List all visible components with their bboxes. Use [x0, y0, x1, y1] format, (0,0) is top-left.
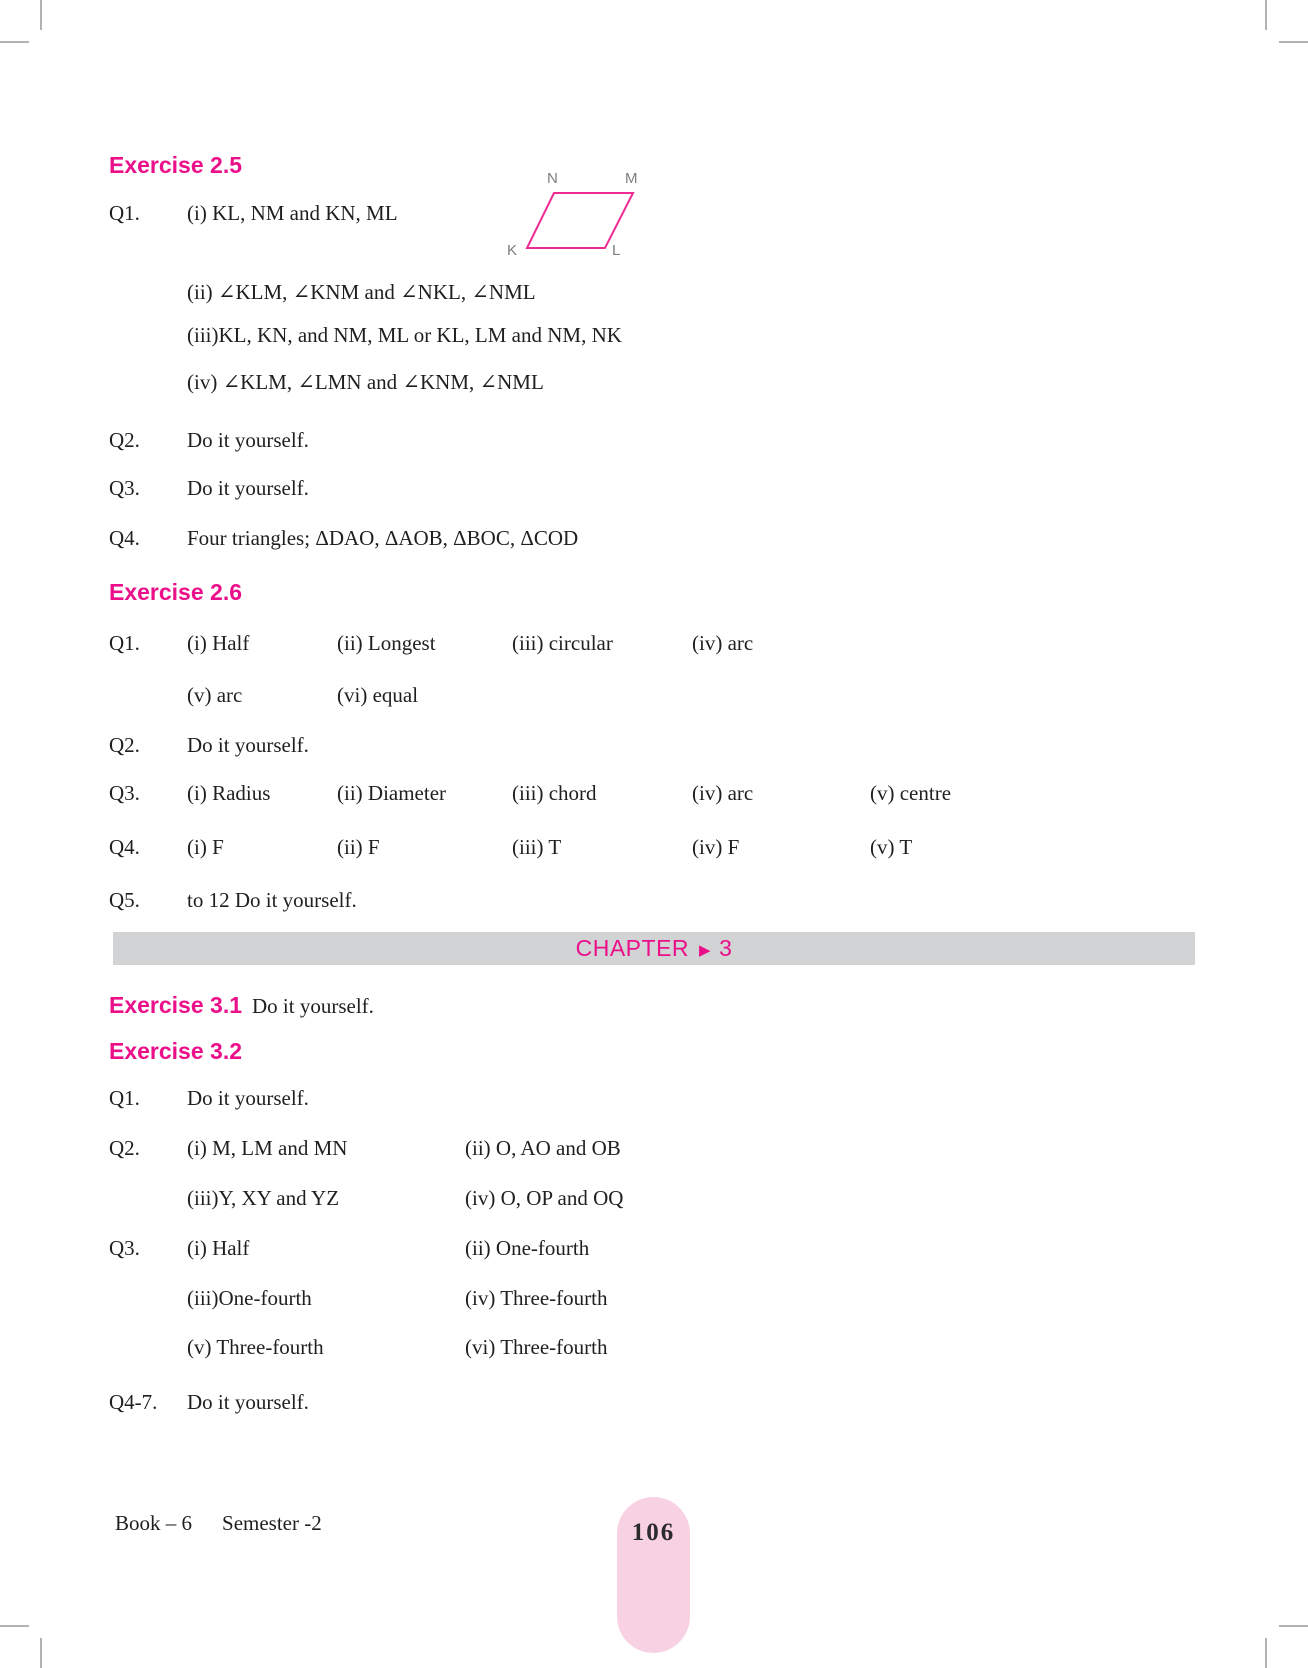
answer-part: (i) Half — [187, 631, 250, 655]
question-label: Q4. — [109, 526, 140, 550]
answer-row-q3 — [109, 1236, 1208, 1260]
answer-row-q1-line2 — [109, 683, 1208, 707]
answer-row-q2 — [109, 733, 1208, 757]
answer-row-q3 — [109, 476, 1208, 500]
answer-row-q3-line3 — [109, 1335, 1208, 1359]
answer-text: (iv) ∠KLM, ∠LMN and ∠KNM, ∠NML — [187, 370, 544, 394]
exercise-2-5-title: Exercise 2.5 — [109, 152, 243, 178]
answer-text: Do it yourself. — [187, 733, 309, 757]
vertex-label-l: L — [612, 242, 621, 259]
question-label: Q3. — [109, 1236, 140, 1260]
crop-mark-top-right-h — [1279, 41, 1308, 43]
footer-book-label: Book – 6 — [115, 1511, 193, 1535]
answer-part: (iv) arc — [692, 631, 754, 655]
page-number: 106 — [631, 1519, 676, 1546]
question-label: Q4. — [109, 835, 140, 859]
answer-part: (iv) Three-fourth — [465, 1286, 608, 1310]
parallelogram-klmn-diagram — [485, 155, 655, 260]
answer-row-q4 — [109, 526, 1208, 550]
answer-row-q1 — [109, 631, 1208, 655]
chapter-banner-label: CHAPTER — [575, 935, 690, 961]
answer-text: Do it yourself. — [252, 994, 374, 1018]
vertex-label-m: M — [625, 170, 638, 187]
question-label: Q3. — [109, 476, 140, 500]
answer-part: (i) Half — [187, 1236, 250, 1260]
answer-row-q1-iii — [109, 323, 1208, 347]
question-label: Q4-7. — [109, 1390, 158, 1414]
exercise-3-2-title: Exercise 3.2 — [109, 1038, 243, 1064]
answer-row-q1-iv — [109, 370, 1208, 394]
answer-row-q3-line2 — [109, 1286, 1208, 1310]
answer-part: (v) Three-fourth — [187, 1335, 324, 1359]
answer-part: (vi) Three-fourth — [465, 1335, 608, 1359]
answer-part: (vi) equal — [337, 683, 419, 707]
chapter-3-banner — [113, 932, 1195, 965]
answer-row-q1 — [109, 1086, 1208, 1110]
crop-mark-top-left-h — [0, 41, 29, 43]
answer-text: (i) KL, NM and KN, ML — [187, 201, 398, 225]
answer-row-q1 — [109, 201, 1208, 225]
crop-mark-bottom-right-v — [1265, 1638, 1267, 1668]
answer-text: to 12 Do it yourself. — [187, 888, 357, 912]
answer-text: Do it yourself. — [187, 1086, 309, 1110]
chapter-banner-number: 3 — [719, 935, 733, 961]
answer-part: (ii) One-fourth — [465, 1236, 590, 1260]
answer-part: (iii) T — [512, 835, 562, 859]
question-label: Q2. — [109, 428, 140, 452]
answer-part: (ii) O, AO and OB — [465, 1136, 621, 1160]
answer-text: Do it yourself. — [187, 1390, 309, 1414]
vertex-label-k: K — [507, 242, 518, 259]
right-triangle-icon: ▶ — [699, 941, 712, 959]
answer-row-q1-ii — [109, 280, 1208, 304]
crop-mark-top-left-v — [40, 0, 42, 30]
exercise-3-1-row — [109, 992, 374, 1019]
answer-row-q2-line2 — [109, 1186, 1208, 1210]
crop-mark-bottom-right-h — [1279, 1625, 1308, 1627]
answer-row-q4-7 — [109, 1390, 1208, 1414]
answer-row-q4 — [109, 835, 1208, 859]
exercise-2-6-title: Exercise 2.6 — [109, 579, 243, 605]
answer-part: (v) centre — [870, 781, 952, 805]
answer-text: (ii) ∠KLM, ∠KNM and ∠NKL, ∠NML — [187, 280, 536, 304]
answer-part: (iii) chord — [512, 781, 597, 805]
answer-part: (iv) arc — [692, 781, 754, 805]
answer-text: Do it yourself. — [187, 428, 309, 452]
answer-text: Four triangles; ΔDAO, ΔAOB, ΔBOC, ΔCOD — [187, 526, 579, 550]
answer-row-q3 — [109, 781, 1208, 805]
answer-part: (iii)Y, XY and YZ — [187, 1186, 340, 1210]
answer-text: (iii)KL, KN, and NM, ML or KL, LM and NM, NK — [187, 323, 622, 347]
answer-part: (ii) Longest — [337, 631, 436, 655]
question-label: Q1. — [109, 631, 140, 655]
question-label: Q1. — [109, 201, 140, 225]
exercise-3-1-title: Exercise 3.1 — [109, 992, 243, 1018]
answer-part: (i) Radius — [187, 781, 271, 805]
answer-part: (iii)One-fourth — [187, 1286, 312, 1310]
footer-semester-label: Semester -2 — [222, 1511, 322, 1535]
question-label: Q3. — [109, 781, 140, 805]
answer-part: (ii) F — [337, 835, 380, 859]
answer-row-q2 — [109, 428, 1208, 452]
question-label: Q5. — [109, 888, 140, 912]
answer-part: (ii) Diameter — [337, 781, 447, 805]
answer-part: (i) F — [187, 835, 224, 859]
answer-row-q2 — [109, 1136, 1208, 1160]
answer-part: (iv) F — [692, 835, 740, 859]
answer-part: (v) arc — [187, 683, 243, 707]
crop-mark-top-right-v — [1265, 0, 1267, 30]
vertex-label-n: N — [547, 170, 558, 187]
page-number-pill — [617, 1497, 690, 1653]
crop-mark-bottom-left-h — [0, 1625, 29, 1627]
answer-part: (iii) circular — [512, 631, 613, 655]
answer-part: (iv) O, OP and OQ — [465, 1186, 624, 1210]
question-label: Q2. — [109, 733, 140, 757]
answer-row-q5 — [109, 888, 1208, 912]
answer-part: (i) M, LM and MN — [187, 1136, 348, 1160]
answer-text: Do it yourself. — [187, 476, 309, 500]
footer — [115, 1511, 352, 1535]
answer-part: (v) T — [870, 835, 913, 859]
parallelogram-outline — [527, 193, 633, 248]
crop-mark-bottom-left-v — [40, 1638, 42, 1668]
question-label: Q2. — [109, 1136, 140, 1160]
question-label: Q1. — [109, 1086, 140, 1110]
